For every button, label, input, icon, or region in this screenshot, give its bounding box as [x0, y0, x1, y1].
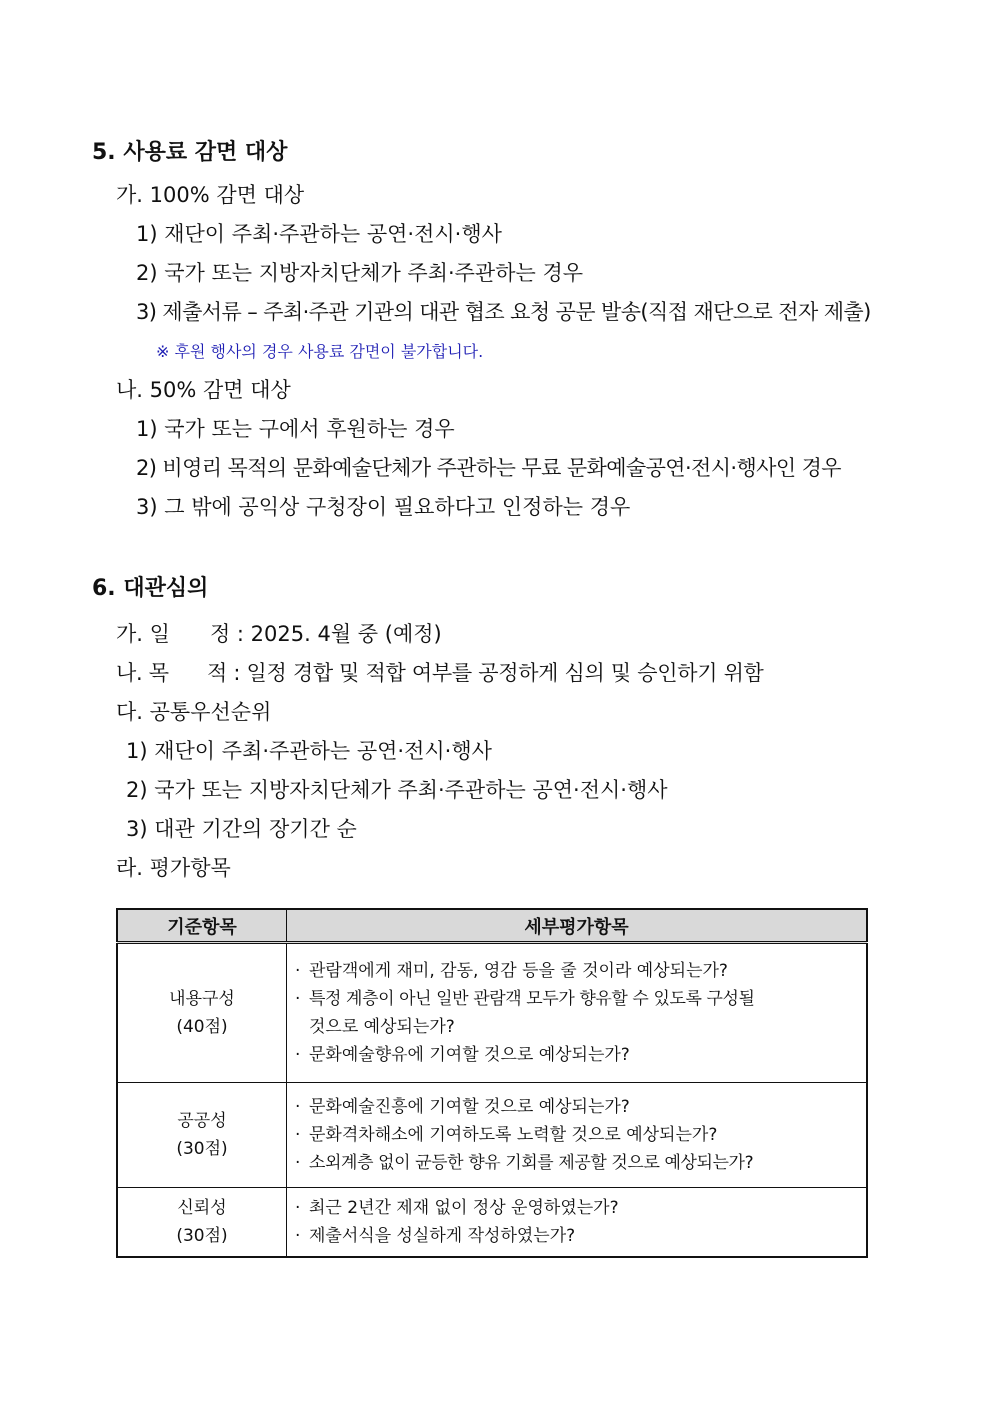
section6-priority-1: 1) 재단이 주최·주관하는 공연·전시·행사 — [126, 739, 492, 763]
section5-b-title: 나. 50% 감면 대상 — [116, 378, 291, 402]
criterion-cell — [117, 1188, 287, 1258]
details-cell — [287, 1188, 868, 1258]
section5-a-item-1: 1) 재단이 주최·주관하는 공연·전시·행사 — [136, 222, 502, 246]
criterion-points: (30점) — [176, 1226, 228, 1246]
criterion-cell — [117, 1083, 287, 1188]
section5-title: 5. 사용료 감면 대상 — [92, 140, 288, 165]
detail-item: · 특정 계층이 아닌 일반 관람객 모두가 향유할 수 있도록 구성될 — [295, 989, 755, 1009]
section5-a-title: 가. 100% 감면 대상 — [116, 183, 305, 207]
criterion-name: 내용구성 — [169, 989, 235, 1009]
criterion-cell — [117, 943, 287, 1083]
section6-title: 6. 대관심의 — [92, 576, 209, 601]
section5-a-item-2: 2) 국가 또는 지방자치단체가 주최·주관하는 경우 — [136, 261, 584, 285]
detail-item-continued: 것으로 예상되는가? — [309, 1017, 455, 1037]
section5-b-item-3: 3) 그 밖에 공익상 구청장이 필요하다고 인정하는 경우 — [136, 495, 631, 519]
section5-b-item-2: 2) 비영리 목적의 문화예술단체가 주관하는 무료 문화예술공연·전시·행사인 경우 — [136, 456, 841, 480]
detail-item: · 관람객에게 재미, 감동, 영감 등을 줄 것이라 예상되는가? — [295, 961, 728, 981]
detail-item: · 문화예술향유에 기여할 것으로 예상되는가? — [295, 1045, 630, 1065]
criterion-points: (30점) — [176, 1139, 228, 1159]
section6-eval-title: 라. 평가항목 — [116, 856, 231, 880]
table-header-row — [117, 909, 867, 943]
section6-priority-title: 다. 공통우선순위 — [116, 700, 272, 724]
section5-a-item-3: 3) 제출서류 – 주최·주관 기관의 대관 협조 요청 공문 발송(직접 재단으로 전자 제출) — [136, 300, 871, 324]
section6-schedule: 가. 일 정 : 2025. 4월 중 (예정) — [116, 622, 442, 646]
section6-priority-2: 2) 국가 또는 지방자치단체가 주최·주관하는 공연·전시·행사 — [126, 778, 668, 802]
table-row — [117, 943, 867, 1083]
detail-item: · 문화예술진흥에 기여할 것으로 예상되는가? — [295, 1097, 630, 1117]
section5-note: ※ 후원 행사의 경우 사용료 감면이 불가합니다. — [156, 342, 484, 361]
table-row — [117, 1083, 867, 1188]
section6-purpose: 나. 목 적 : 일정 경합 및 적합 여부를 공정하게 심의 및 승인하기 위함 — [116, 661, 764, 685]
criterion-name: 신뢰성 — [177, 1198, 227, 1218]
criterion-name: 공공성 — [177, 1111, 227, 1131]
criterion-points: (40점) — [176, 1017, 228, 1037]
details-cell — [287, 943, 868, 1083]
detail-item: · 제출서식을 성실하게 작성하였는가? — [295, 1226, 576, 1246]
detail-item: · 문화격차해소에 기여하도록 노력할 것으로 예상되는가? — [295, 1125, 718, 1145]
section5-b-item-1: 1) 국가 또는 구에서 후원하는 경우 — [136, 417, 455, 441]
table-row — [117, 1188, 867, 1258]
detail-item: · 최근 2년간 제재 없이 정상 운영하였는가? — [295, 1198, 619, 1218]
header-details: 세부평가항목 — [287, 909, 868, 943]
detail-item: · 소외계층 없이 균등한 향유 기회를 제공할 것으로 예상되는가? — [295, 1153, 754, 1173]
evaluation-table — [116, 908, 868, 1258]
details-cell — [287, 1083, 868, 1188]
section6-priority-3: 3) 대관 기간의 장기간 순 — [126, 817, 357, 841]
header-criterion: 기준항목 — [117, 909, 287, 943]
